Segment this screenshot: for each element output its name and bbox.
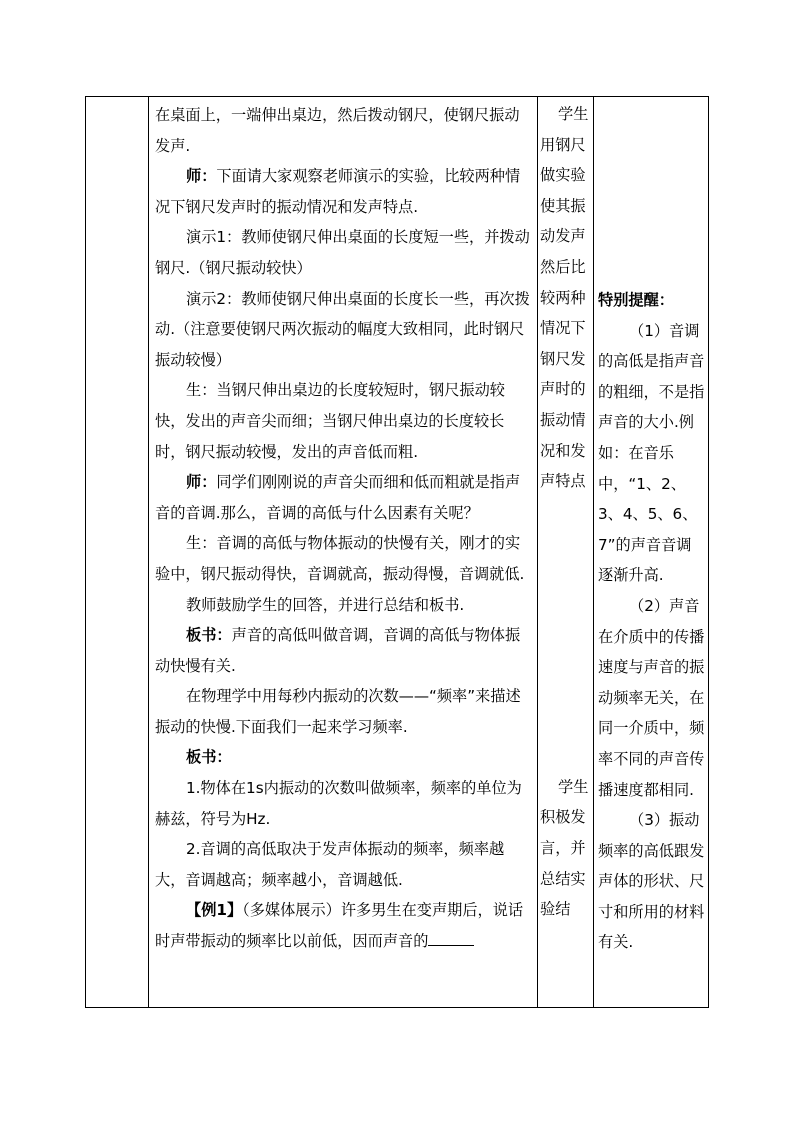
example-label: 【例1】 <box>186 901 243 920</box>
activity-text: 学生积极发言，并总结实验结 <box>540 777 589 919</box>
paragraph: 师：同学们刚刚说的声音尖而细和低而粗就是指声音的音调.那么，音调的高低与什么因素有关呢？ <box>155 473 521 522</box>
paragraph: 生：音调的高低与物体振动的快慢有关，刚才的实验中，钢尺振动得快，音调就高，振动得慢，音调就低. <box>155 534 525 583</box>
paragraph: 板书：声音的高低叫做音调，音调的高低与物体振动快慢有关. <box>155 626 521 675</box>
board-label: 板书： <box>186 626 232 645</box>
paragraph: 演示1：教师使钢尺伸出桌面的长度短一些，并拨动钢尺.（钢尺振动较快） <box>155 228 530 277</box>
paragraph <box>155 742 531 773</box>
note-item: （1）音调的高低是指声音的粗细，不是指声音的大小.例如：在音乐中，“1、2、3、4、5、6、7”的声音音调逐渐升高. <box>598 321 705 585</box>
example-paragraph: 【例1】（多媒体展示）许多男生在变声期后，说话时声带振动的频率比以前低，因而声音的 <box>155 901 524 951</box>
speaker-label: 师： <box>186 167 217 186</box>
answer-blank <box>428 931 474 946</box>
stage-column <box>86 97 148 1007</box>
paragraph: 演示2：教师使钢尺伸出桌面的长度长一些，再次拨动.（注意要使钢尺两次振动的幅度大致相同，此时钢尺振动较慢） <box>155 289 530 369</box>
note-item: （3）振动频率的高低跟发声体的形状、尺寸和所用的材料有关. <box>598 811 705 952</box>
notes-column <box>593 97 709 1007</box>
board-label: 板书： <box>186 748 232 767</box>
paragraph: 在物理学中用每秒内振动的次数——“频率”来描述振动的快慢.下面我们一起来学习频率. <box>155 687 521 736</box>
note-item: （2）声音在介质中的传播速度与声音的振动频率无关，在同一介质中，频率不同的声音传播速度都相同. <box>598 596 705 799</box>
paragraph: 2.音调的高低取决于发声体振动的频率，频率越大，音调越高；频率越小，音调越低. <box>155 840 505 889</box>
paragraph: 在桌面上，一端伸出桌边，然后拨动钢尺，使钢尺振动发声. <box>155 106 520 155</box>
student-activity-column <box>537 97 593 1007</box>
teaching-process-column <box>148 97 537 1007</box>
speaker-label: 师： <box>186 473 217 492</box>
paragraph: 1.物体在1s内振动的次数叫做频率，频率的单位为赫兹，符号为Hz. <box>155 779 522 828</box>
activity-text: 学生用钢尺做实验使其振动发声然后比较两种情况下钢尺发声时的振动情况和发声特点 <box>540 105 589 491</box>
paragraph: 教师鼓励学生的回答，并进行总结和板书. <box>186 595 465 614</box>
paragraph: 生：当钢尺伸出桌边的长度较短时，钢尺振动较快，发出的声音尖而细；当钢尺伸出桌边的长度较长时，钢尺振动较慢，发出的声音低而粗. <box>155 381 505 461</box>
notes-title: 特别提醒： <box>598 291 674 309</box>
paragraph: 师：下面请大家观察老师演示的实验，比较两种情况下钢尺发声时的振动情况和发声特点. <box>155 167 521 216</box>
lesson-table <box>85 96 709 1008</box>
